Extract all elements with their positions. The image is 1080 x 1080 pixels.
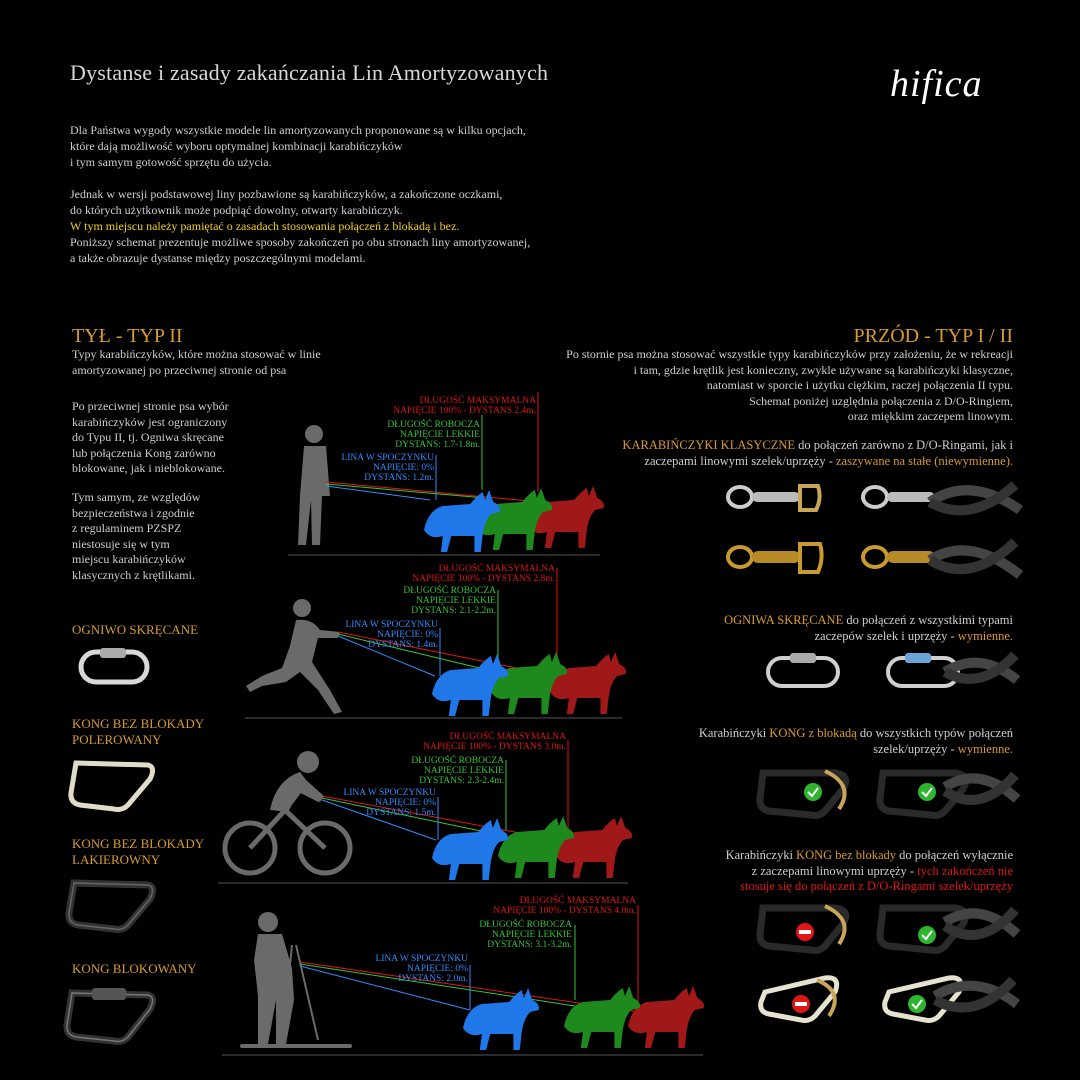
text-line: oraz miękkim zaczepem linowym.	[847, 409, 1013, 423]
text-line: natomiast w sporcie i użytku ciężkim, raczej połączenia II typu.	[706, 378, 1013, 392]
dog-red	[628, 986, 704, 1048]
dog-red	[556, 816, 632, 878]
rest-length-label: LINA W SPOCZYNKU NAPIĘCIE: 0% DYSTANS: 1.5m.	[343, 788, 436, 818]
text-line: KONG BEZ BLOKADY	[72, 716, 205, 731]
runner-silhouette	[246, 599, 342, 714]
text-line: bezpieczeństwa i zgodnie	[72, 505, 195, 520]
classic-note: zaszywane na stałe (niewymienne).	[835, 453, 1013, 468]
front-section-title: PRZÓD - TYP I / II	[853, 325, 1013, 347]
text-line: szelek/uprzęży -	[873, 741, 958, 756]
text-line: zaczepów szelek i uprzęży -	[814, 628, 958, 643]
intro-line: Poniższy schemat prezentuje możliwe sposoby zakończeń po obu stronach liny amortyzowanej,	[70, 235, 531, 249]
text-line: Typy karabińczyków, które można stosować w linie	[72, 347, 321, 361]
text-line: KONG BEZ BLOKADY	[72, 836, 205, 851]
working-length-label: DŁUGOŚĆ ROBOCZA NAPIĘCIE LEKKIE DYSTANS: 1.7-1.8m.	[387, 420, 480, 450]
text-line: do wszystkich typów połączeń	[856, 726, 1013, 740]
working-length-label: DŁUGOŚĆ ROBOCZA NAPIĘCIE LEKKIE DYSTANS: 2.1-2.2m.	[403, 586, 496, 616]
text-line: z regulaminem PZSPZ	[72, 521, 182, 535]
classic-label: KARABIŃCZYKI KLASYCZNE	[622, 438, 795, 452]
text-line: z zaczepami linowymi uprzęży -	[751, 863, 918, 878]
rest-length-label: LINA W SPOCZYNKU NAPIĘCIE: 0% DYSTANS: 1.2m.	[341, 453, 434, 483]
page-title: Dystanse i zasady zakańczania Lin Amortyzowanych	[70, 60, 549, 85]
text-line: LAKIEROWNY	[72, 852, 161, 867]
text-line: lub połączenia Kong zarówno	[72, 445, 216, 460]
text-line: Karabińczyki	[725, 848, 797, 862]
dog-red	[550, 652, 626, 714]
text-line: do Typu II, tj. Ogniwa skręcane	[72, 430, 224, 444]
rear-section-title: TYŁ - TYP II	[72, 325, 183, 347]
links-note: wymienne.	[957, 628, 1013, 643]
item-label-twist-link: OGNIWO SKRĘCANE	[72, 622, 199, 637]
text-line: amortyzowanej po przeciwnej stronie od psa	[72, 362, 287, 377]
text-line: blokowane, jak i nieblokowane.	[72, 461, 225, 475]
kong-nolock-label: KONG bez blokady	[796, 848, 897, 862]
working-length-label: DŁUGOŚĆ ROBOCZA NAPIĘCIE LEKKIE DYSTANS: 3.1-3.2m.	[479, 920, 572, 950]
intro-line: i tym samym gotowość sprzętu do użycia.	[70, 155, 272, 169]
working-length-label: DŁUGOŚĆ ROBOCZA NAPIĘCIE LEKKIE DYSTANS: 2.3-2.4m.	[411, 756, 504, 786]
text-line: Po stornie psa można stosować wszystkie typy karabińczyków przy założeniu, że w rekreacji	[566, 347, 1013, 361]
text-line: miejscu karabińczyków	[72, 552, 186, 566]
links-label: OGNIWA SKRĘCANE	[724, 613, 844, 627]
intro-line: Dla Państwa wygody wszystkie modele lin amortyzowanych proponowane są w kilku opcjach,	[70, 123, 526, 137]
kong-nolock-warning: stosuje się do połączeń z D/O-Ringami szelek/uprzęży	[740, 879, 1013, 893]
intro-line: a także obrazuje dystanse między poszczególnymi modelami.	[70, 251, 366, 265]
max-length-label: DŁUGOŚĆ MAKSYMALNA NAPIĘCIE 100% - DYSTANS 2.4m.	[393, 396, 536, 416]
text-line: klasycznych z krętlikami.	[72, 567, 195, 582]
text-line: do połączeń zarówno z D/O-Ringami, jak i	[795, 438, 1013, 452]
rest-length-label: LINA W SPOCZYNKU NAPIĘCIE: 0% DYSTANS: 2.0m.	[375, 954, 468, 984]
text-line: niestosuje się w tym	[72, 536, 170, 551]
intro-line: które dają możliwość wyboru optymalnej kombinacji karabińczyków	[70, 139, 403, 153]
text-line: i tam, gdzie krętlik jest konieczny, zwykle używane są karabińczyki klasyczne,	[633, 362, 1013, 377]
intro-line: do których użytkownik może podpiąć dowolny, otwarty karabińczyk.	[70, 203, 403, 217]
rest-length-label: LINA W SPOCZYNKU NAPIĘCIE: 0% DYSTANS: 1.4m.	[345, 620, 438, 650]
intro-line: Jednak w wersji podstawowej liny pozbawione są karabińczyków, a zakończone oczkami,	[70, 187, 503, 201]
text-line: Karabińczyki	[698, 726, 770, 740]
kong-nolock-warning: tych zakończeń nie	[917, 863, 1013, 878]
dog-blue	[432, 818, 508, 880]
dog-blue	[463, 988, 539, 1050]
max-length-label: DŁUGOŚĆ MAKSYMALNA NAPIĘCIE 100% - DYSTANS 4.0m.	[493, 896, 636, 916]
text-line: Tym samym, ze względów	[72, 490, 201, 504]
text-line: do połączeń wyłącznie	[896, 848, 1013, 862]
text-line: POLEROWANY	[72, 732, 162, 747]
max-length-label: DŁUGOŚĆ MAKSYMALNA NAPIĘCIE 100% - DYSTANS 3.0m.	[423, 732, 566, 752]
text-line: do połączeń z wszystkimi typami	[843, 613, 1013, 627]
text-line: karabińczyków jest ograniczony	[72, 414, 228, 429]
text-line: Schemat poniżej uzględnia połączenia z D/O-Ringiem,	[749, 393, 1013, 408]
brand-logo: hifica	[890, 63, 983, 105]
kong-lock-note: wymienne.	[957, 741, 1013, 756]
kong-lock-label: KONG z blokadą	[769, 726, 857, 740]
text-line: Po przeciwnej stronie psa wybór	[72, 399, 229, 413]
intro-highlight: W tym miejscu należy pamiętać o zasadach stosowania połączeń z blokadą i bez.	[70, 219, 460, 233]
text-line: zaczepami linowymi szelek/uprzęży -	[644, 453, 836, 468]
max-length-label: DŁUGOŚĆ MAKSYMALNA NAPIĘCIE 100% - DYSTANS 2.8m.	[412, 564, 555, 584]
item-label-kong-locked: KONG BLOKOWANY	[72, 961, 197, 976]
